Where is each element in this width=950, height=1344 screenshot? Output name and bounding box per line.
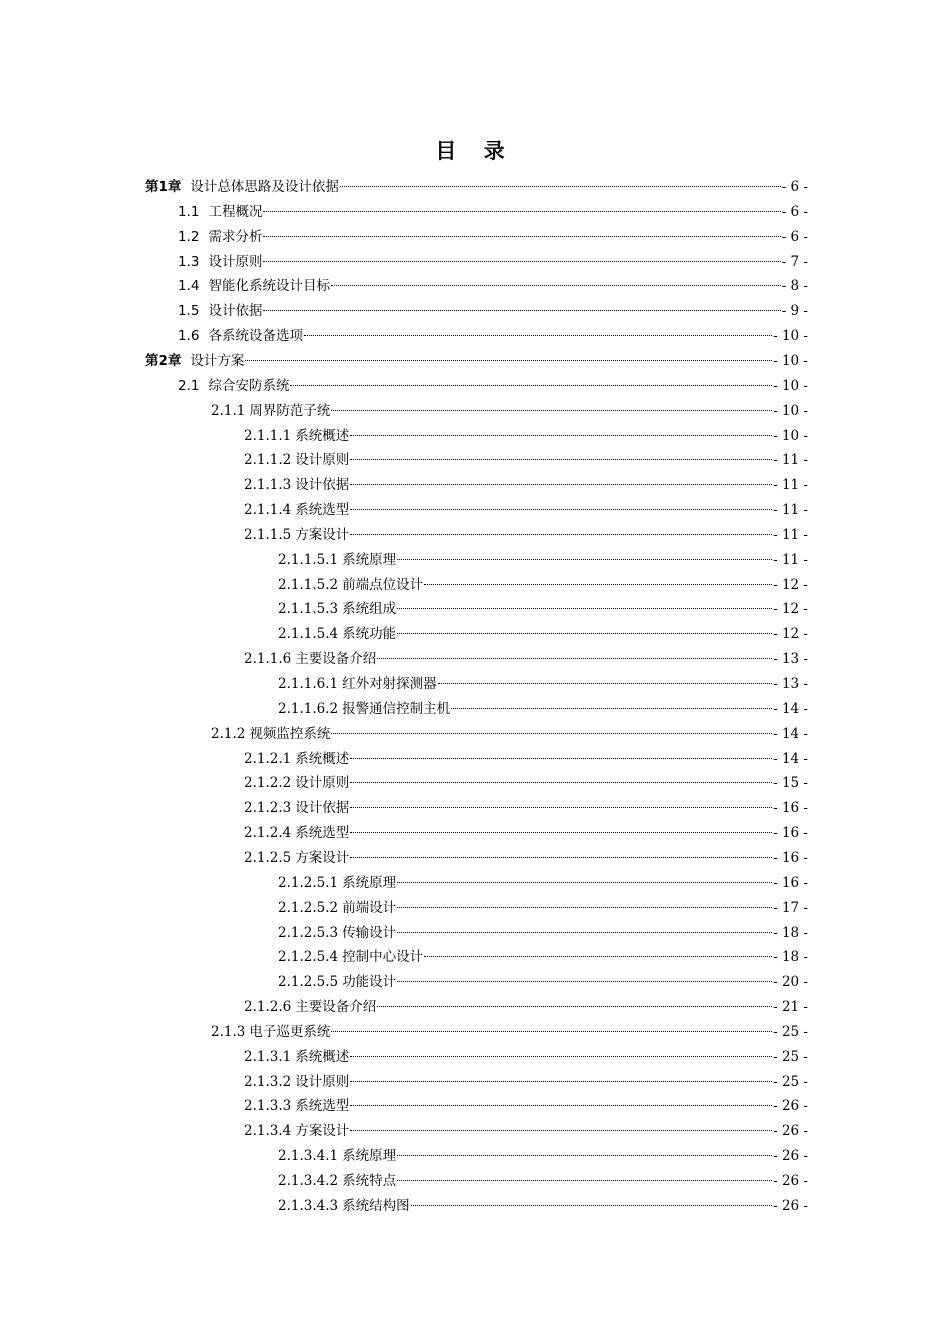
toc-dot-leader bbox=[451, 700, 772, 709]
toc-entry-number: 1.5 bbox=[178, 303, 200, 319]
toc-entry-title: 功能设计 bbox=[342, 974, 397, 990]
toc-entry[interactable] bbox=[278, 945, 808, 969]
toc-dot-leader bbox=[397, 973, 772, 982]
toc-entry[interactable] bbox=[278, 1144, 808, 1168]
toc-entry-title: 系统结构图 bbox=[342, 1198, 410, 1214]
toc-dot-leader bbox=[397, 874, 772, 883]
toc-entry-page-number: - 10 - bbox=[773, 353, 808, 369]
toc-entry-number: 1.4 bbox=[178, 278, 200, 294]
toc-entry-number: 2.1.3.2 bbox=[244, 1074, 292, 1090]
toc-entry[interactable] bbox=[278, 1169, 808, 1193]
toc-dot-leader bbox=[350, 774, 772, 783]
toc-entry[interactable] bbox=[145, 349, 808, 373]
toc-dot-leader bbox=[290, 377, 772, 386]
toc-entry-title: 方案设计 bbox=[295, 527, 350, 543]
toc-entry-page-number: - 18 - bbox=[773, 925, 808, 941]
toc-entry-title: 系统原理 bbox=[342, 875, 397, 891]
toc-entry-page-number: - 12 - bbox=[773, 626, 808, 642]
toc-entry-number: 2.1.2.3 bbox=[244, 800, 292, 816]
toc-entry[interactable] bbox=[278, 597, 808, 621]
toc-dot-leader bbox=[397, 1172, 772, 1181]
toc-entry[interactable] bbox=[244, 473, 808, 497]
toc-entry-title: 设计依据 bbox=[208, 303, 263, 319]
toc-entry-title: 系统概述 bbox=[295, 1049, 350, 1065]
toc-entry-number: 2.1.3 bbox=[211, 1024, 246, 1040]
toc-entry-number: 2.1.2 bbox=[211, 726, 246, 742]
toc-entry-number: 2.1.1.6.1 bbox=[278, 676, 339, 692]
toc-entry[interactable] bbox=[244, 1045, 808, 1069]
toc-entry-title: 系统选型 bbox=[295, 1098, 350, 1114]
toc-entry-number: 2.1.1.3 bbox=[244, 477, 292, 493]
toc-dot-leader bbox=[263, 302, 780, 311]
toc-entry-page-number: - 26 - bbox=[773, 1098, 808, 1114]
toc-entry[interactable] bbox=[244, 846, 808, 870]
toc-entry-number: 2.1.3.3 bbox=[244, 1098, 292, 1114]
toc-dot-leader bbox=[350, 526, 772, 535]
toc-entry-title: 系统组成 bbox=[342, 601, 397, 617]
toc-entry-title: 设计原则 bbox=[208, 254, 263, 270]
toc-entry-page-number: - 12 - bbox=[773, 577, 808, 593]
toc-dot-leader bbox=[397, 899, 772, 908]
toc-entry-number: 2.1.2.5.5 bbox=[278, 974, 339, 990]
toc-entry-page-number: - 12 - bbox=[773, 601, 808, 617]
toc-entry[interactable] bbox=[278, 921, 808, 945]
toc-entry-title: 智能化系统设计目标 bbox=[208, 278, 330, 294]
toc-entry-page-number: - 11 - bbox=[773, 452, 808, 468]
toc-entry[interactable] bbox=[178, 200, 808, 224]
toc-entry[interactable] bbox=[278, 697, 808, 721]
toc-dot-leader bbox=[350, 1048, 772, 1057]
toc-dot-leader bbox=[350, 451, 772, 460]
toc-entry-number: 2.1.1.5.4 bbox=[278, 626, 339, 642]
toc-dot-leader bbox=[331, 277, 781, 286]
toc-entry-title: 视频监控系统 bbox=[249, 726, 331, 742]
toc-entry[interactable] bbox=[278, 1194, 808, 1218]
toc-entry-page-number: - 11 - bbox=[773, 502, 808, 518]
toc-dot-leader bbox=[397, 924, 772, 933]
toc-entry-title: 设计依据 bbox=[295, 477, 350, 493]
toc-dot-leader bbox=[331, 402, 772, 411]
toc-entry-page-number: - 26 - bbox=[773, 1123, 808, 1139]
toc-entry-title: 周界防范子统 bbox=[249, 403, 331, 419]
toc-dot-leader bbox=[350, 427, 772, 436]
toc-dot-leader bbox=[397, 1147, 772, 1156]
toc-entry-page-number: - 11 - bbox=[773, 552, 808, 568]
toc-dot-leader bbox=[377, 650, 772, 659]
toc-entry-page-number: - 16 - bbox=[773, 850, 808, 866]
toc-entry-number: 2.1.2.2 bbox=[244, 775, 292, 791]
toc-entry[interactable] bbox=[244, 523, 808, 547]
toc-entry-number: 2.1.2.5.2 bbox=[278, 900, 339, 916]
toc-dot-leader bbox=[350, 476, 772, 485]
toc-dot-leader bbox=[350, 1097, 772, 1106]
toc-entry-title: 设计原则 bbox=[295, 452, 350, 468]
toc-entry-page-number: - 26 - bbox=[773, 1148, 808, 1164]
toc-entry-page-number: - 13 - bbox=[773, 676, 808, 692]
toc-dot-leader bbox=[350, 1122, 772, 1131]
toc-entry-page-number: - 8 - bbox=[781, 278, 808, 294]
toc-entry-page-number: - 25 - bbox=[773, 1049, 808, 1065]
toc-entry-title: 主要设备介绍 bbox=[295, 999, 377, 1015]
toc-dot-leader bbox=[438, 675, 772, 684]
toc-entry[interactable] bbox=[244, 796, 808, 820]
toc-entry-title: 前端点位设计 bbox=[342, 577, 424, 593]
toc-entry-number: 2.1.1.5.3 bbox=[278, 601, 339, 617]
toc-entry[interactable] bbox=[178, 299, 808, 323]
toc-entry[interactable] bbox=[145, 175, 808, 199]
toc-entry-number: 2.1.3.4.2 bbox=[278, 1173, 339, 1189]
toc-dot-leader bbox=[397, 625, 772, 634]
toc-entry-page-number: - 6 - bbox=[781, 204, 808, 220]
toc-entry[interactable] bbox=[178, 250, 808, 274]
toc-entry-title: 方案设计 bbox=[295, 1123, 350, 1139]
toc-entry-page-number: - 10 - bbox=[773, 428, 808, 444]
toc-dot-leader bbox=[350, 501, 772, 510]
toc-entry-page-number: - 25 - bbox=[773, 1074, 808, 1090]
toc-entry-page-number: - 25 - bbox=[773, 1024, 808, 1040]
toc-dot-leader bbox=[350, 824, 772, 833]
toc-dot-leader bbox=[263, 253, 780, 262]
toc-entry-page-number: - 10 - bbox=[773, 403, 808, 419]
toc-entry-title: 综合安防系统 bbox=[208, 378, 290, 394]
toc-entry[interactable] bbox=[278, 672, 808, 696]
toc-dot-leader bbox=[331, 1023, 772, 1032]
toc-entry-page-number: - 16 - bbox=[773, 825, 808, 841]
toc-entry-page-number: - 15 - bbox=[773, 775, 808, 791]
toc-entry-number: 2.1.1.6.2 bbox=[278, 701, 339, 717]
toc-entry-number: 2.1.2.5 bbox=[244, 850, 292, 866]
toc-entry-number: 2.1.3.4 bbox=[244, 1123, 292, 1139]
toc-dot-leader bbox=[424, 576, 772, 585]
toc-entry-title: 报警通信控制主机 bbox=[342, 701, 451, 717]
toc-dot-leader bbox=[411, 1197, 772, 1206]
toc-entry-page-number: - 14 - bbox=[773, 726, 808, 742]
toc-entry[interactable] bbox=[244, 995, 808, 1019]
toc-entry[interactable] bbox=[278, 871, 808, 895]
toc-entry-number: 2.1.2.5.3 bbox=[278, 925, 339, 941]
toc-entry-number: 1.3 bbox=[178, 254, 200, 270]
toc-dot-leader bbox=[350, 1073, 772, 1082]
toc-entry[interactable] bbox=[211, 1020, 808, 1044]
toc-entry[interactable] bbox=[278, 548, 808, 572]
toc-entry-title: 设计总体思路及设计依据 bbox=[190, 179, 339, 195]
toc-entry[interactable] bbox=[244, 448, 808, 472]
toc-entry-page-number: - 10 - bbox=[773, 328, 808, 344]
toc-entry[interactable] bbox=[278, 622, 808, 646]
toc-entry-number: 2.1.2.4 bbox=[244, 825, 292, 841]
toc-entry-title: 设计方案 bbox=[190, 353, 245, 369]
toc-entry[interactable] bbox=[244, 1094, 808, 1118]
toc-dot-leader bbox=[340, 178, 781, 187]
toc-entry-number: 2.1.1.5.1 bbox=[278, 552, 339, 568]
toc-entry-title: 红外对射探测器 bbox=[342, 676, 437, 692]
toc-entry[interactable] bbox=[211, 722, 808, 746]
toc-dot-leader bbox=[263, 228, 780, 237]
toc-entry-number: 2.1.1.4 bbox=[244, 502, 292, 518]
toc-entry-number: 2.1.2.5.4 bbox=[278, 949, 339, 965]
toc-entry-title: 传输设计 bbox=[342, 925, 397, 941]
toc-entry-title: 系统原理 bbox=[342, 552, 397, 568]
toc-entry-number: 第1章 bbox=[145, 179, 182, 195]
toc-entry-page-number: - 18 - bbox=[773, 949, 808, 965]
toc-entry-page-number: - 10 - bbox=[773, 378, 808, 394]
toc-entry[interactable] bbox=[244, 1070, 808, 1094]
toc-entry[interactable] bbox=[244, 747, 808, 771]
toc-entry-title: 方案设计 bbox=[295, 850, 350, 866]
toc-entry-number: 2.1.2.6 bbox=[244, 999, 292, 1015]
toc-entry-number: 2.1.1.5 bbox=[244, 527, 292, 543]
toc-entry-page-number: - 14 - bbox=[773, 701, 808, 717]
toc-entry-number: 2.1.1.6 bbox=[244, 651, 292, 667]
toc-entry-title: 系统选型 bbox=[295, 825, 350, 841]
toc-entry[interactable] bbox=[244, 771, 808, 795]
toc-entry-number: 2.1.3.4.1 bbox=[278, 1148, 339, 1164]
toc-entry[interactable] bbox=[178, 324, 808, 348]
toc-entry-number: 2.1.1.5.2 bbox=[278, 577, 339, 593]
toc-entry-page-number: - 21 - bbox=[773, 999, 808, 1015]
toc-entry-page-number: - 9 - bbox=[781, 303, 808, 319]
page-title: 目 录 bbox=[435, 139, 515, 163]
toc-entry[interactable] bbox=[178, 374, 808, 398]
toc-entry[interactable] bbox=[244, 1119, 808, 1143]
toc-entry-title: 各系统设备选项 bbox=[208, 328, 303, 344]
toc-entry-title: 设计原则 bbox=[295, 775, 350, 791]
toc-entry-title: 前端设计 bbox=[342, 900, 397, 916]
toc-entry-title: 设计原则 bbox=[295, 1074, 350, 1090]
toc-dot-leader bbox=[350, 799, 772, 808]
toc-entry[interactable] bbox=[244, 821, 808, 845]
toc-entry-number: 第2章 bbox=[145, 353, 182, 369]
toc-dot-leader bbox=[350, 849, 772, 858]
toc-entry-page-number: - 14 - bbox=[773, 751, 808, 767]
toc-entry[interactable] bbox=[178, 274, 808, 298]
toc-dot-leader bbox=[304, 327, 772, 336]
toc-entry-title: 电子巡更系统 bbox=[249, 1024, 331, 1040]
toc-entry-number: 2.1 bbox=[178, 378, 200, 394]
toc-entry-number: 2.1.2.5.1 bbox=[278, 875, 339, 891]
toc-dot-leader bbox=[424, 948, 772, 957]
toc-dot-leader bbox=[397, 551, 772, 560]
toc-entry[interactable] bbox=[211, 399, 808, 423]
toc-entry-title: 系统概述 bbox=[295, 428, 350, 444]
toc-entry-number: 2.1.3.1 bbox=[244, 1049, 292, 1065]
toc-entry-title: 控制中心设计 bbox=[342, 949, 424, 965]
toc-entry-number: 2.1.1.1 bbox=[244, 428, 292, 444]
toc-dot-leader bbox=[263, 203, 780, 212]
toc-entry-page-number: - 26 - bbox=[773, 1173, 808, 1189]
toc-entry-number: 1.6 bbox=[178, 328, 200, 344]
toc-entry-page-number: - 20 - bbox=[773, 974, 808, 990]
toc-entry[interactable] bbox=[178, 225, 808, 249]
toc-entry[interactable] bbox=[278, 896, 808, 920]
toc-entry[interactable] bbox=[244, 424, 808, 448]
toc-entry-page-number: - 11 - bbox=[773, 477, 808, 493]
toc-entry-number: 2.1.1 bbox=[211, 403, 246, 419]
toc-entry[interactable] bbox=[244, 498, 808, 522]
toc-entry-page-number: - 16 - bbox=[773, 875, 808, 891]
toc-entry-title: 需求分析 bbox=[208, 229, 263, 245]
toc-entry-number: 2.1.1.2 bbox=[244, 452, 292, 468]
toc-entry-title: 系统选型 bbox=[295, 502, 350, 518]
toc-entry[interactable] bbox=[244, 647, 808, 671]
toc-entry-number: 2.1.2.1 bbox=[244, 751, 292, 767]
toc-entry-number: 1.2 bbox=[178, 229, 200, 245]
toc-entry-title: 工程概况 bbox=[208, 204, 263, 220]
toc-entry-page-number: - 13 - bbox=[773, 651, 808, 667]
toc-dot-leader bbox=[397, 600, 772, 609]
toc-entry-page-number: - 16 - bbox=[773, 800, 808, 816]
toc-entry-page-number: - 6 - bbox=[781, 229, 808, 245]
toc-entry[interactable] bbox=[278, 970, 808, 994]
toc-dot-leader bbox=[377, 998, 772, 1007]
toc-entry-title: 系统特点 bbox=[342, 1173, 397, 1189]
toc-entry-page-number: - 6 - bbox=[781, 179, 808, 195]
toc-dot-leader bbox=[331, 725, 772, 734]
toc-entry[interactable] bbox=[278, 573, 808, 597]
toc-dot-leader bbox=[245, 352, 772, 361]
toc-entry-number: 1.1 bbox=[178, 204, 200, 220]
toc-entry-page-number: - 26 - bbox=[773, 1198, 808, 1214]
toc-entry-page-number: - 7 - bbox=[781, 254, 808, 270]
toc-dot-leader bbox=[350, 750, 772, 759]
toc-entry-title: 系统原理 bbox=[342, 1148, 397, 1164]
toc-entry-title: 系统功能 bbox=[342, 626, 397, 642]
toc-entry-title: 系统概述 bbox=[295, 751, 350, 767]
toc-entry-page-number: - 17 - bbox=[773, 900, 808, 916]
toc-entry-number: 2.1.3.4.3 bbox=[278, 1198, 339, 1214]
toc-entry-title: 设计依据 bbox=[295, 800, 350, 816]
toc-entry-title: 主要设备介绍 bbox=[295, 651, 377, 667]
toc-entry-page-number: - 11 - bbox=[773, 527, 808, 543]
